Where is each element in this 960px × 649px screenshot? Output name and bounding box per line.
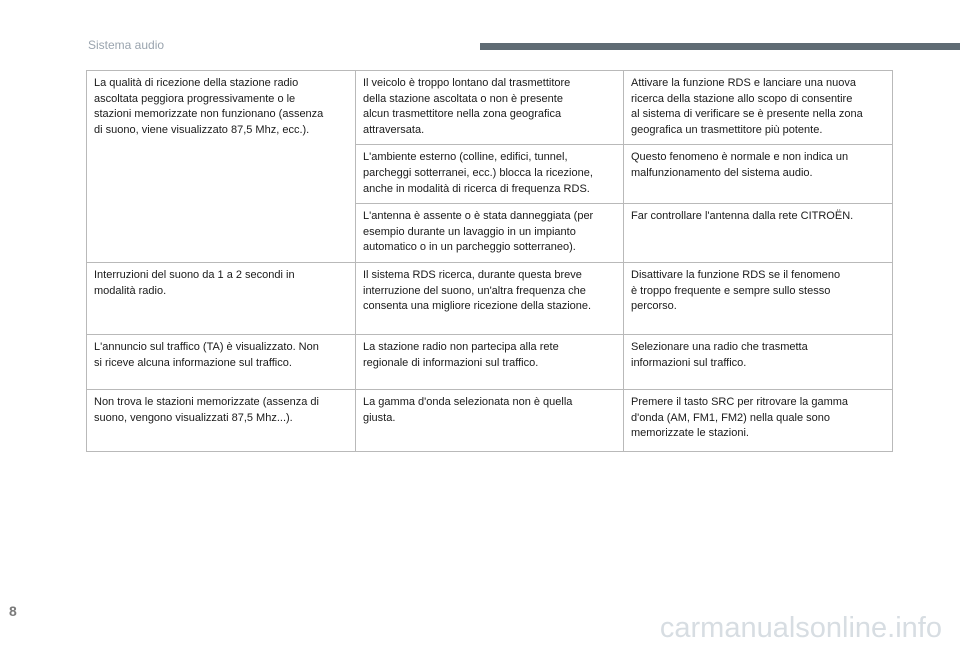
cause-cell: L'antenna è assente o è stata danneggiata (per esempio durante un lavaggio in un impianto automatico o in un parcheggio sotterraneo). — [356, 204, 624, 263]
solution-cell: Selezionare una radio che trasmetta informazioni sul traffico. — [624, 335, 893, 390]
cause-cell: La stazione radio non partecipa alla rete regionale di informazioni sul traffico. — [356, 335, 624, 390]
solution-cell: Questo fenomeno è normale e non indica un malfunzionamento del sistema audio. — [624, 145, 893, 204]
cause-cell: L'ambiente esterno (colline, edifici, tunnel, parcheggi sotterranei, ecc.) blocca la ricezione, anche in modalità di ricerca di frequenza RDS. — [356, 145, 624, 204]
problem-cell: Interruzioni del suono da 1 a 2 secondi in modalità radio. — [87, 263, 356, 335]
problem-cell: La qualità di ricezione della stazione radio ascoltata peggiora progressivamente o le stazioni memorizzate non funzionano (assenza di suono, viene visualizzato 87,5 Mhz, ecc.). — [87, 71, 356, 263]
table-row — [87, 263, 893, 335]
solution-cell: Attivare la funzione RDS e lanciare una nuova ricerca della stazione allo scopo di consentire al sistema di verificare se è presente nella zona geografica un trasmettitore più potente. — [624, 71, 893, 145]
problem-cell: L'annuncio sul traffico (TA) è visualizzato. Non si riceve alcuna informazione sul traffico. — [87, 335, 356, 390]
table-row — [87, 71, 893, 145]
watermark: carmanualsonline.info — [659, 612, 942, 644]
troubleshooting-table — [86, 70, 893, 452]
cause-cell: Il veicolo è troppo lontano dal trasmettitore della stazione ascoltata o non è presente alcun trasmettitore nella zona geografica attraversata. — [356, 71, 624, 145]
cause-cell: Il sistema RDS ricerca, durante questa breve interruzione del suono, un'altra frequenza che consenta una migliore ricezione della stazione. — [356, 263, 624, 335]
header-bar — [480, 43, 960, 50]
solution-cell: Disattivare la funzione RDS se il fenomeno è troppo frequente e sempre sullo stesso percorso. — [624, 263, 893, 335]
page-number: 8 — [9, 603, 17, 619]
solution-cell: Far controllare l'antenna dalla rete CITROËN. — [624, 204, 893, 263]
table-row — [87, 335, 893, 390]
table-row — [87, 390, 893, 452]
problem-cell: Non trova le stazioni memorizzate (assenza di suono, vengono visualizzati 87,5 Mhz...). — [87, 390, 356, 452]
solution-cell: Premere il tasto SRC per ritrovare la gamma d'onda (AM, FM1, FM2) nella quale sono memorizzate le stazioni. — [624, 390, 893, 452]
section-title: Sistema audio — [88, 38, 165, 52]
cause-cell: La gamma d'onda selezionata non è quella giusta. — [356, 390, 624, 452]
